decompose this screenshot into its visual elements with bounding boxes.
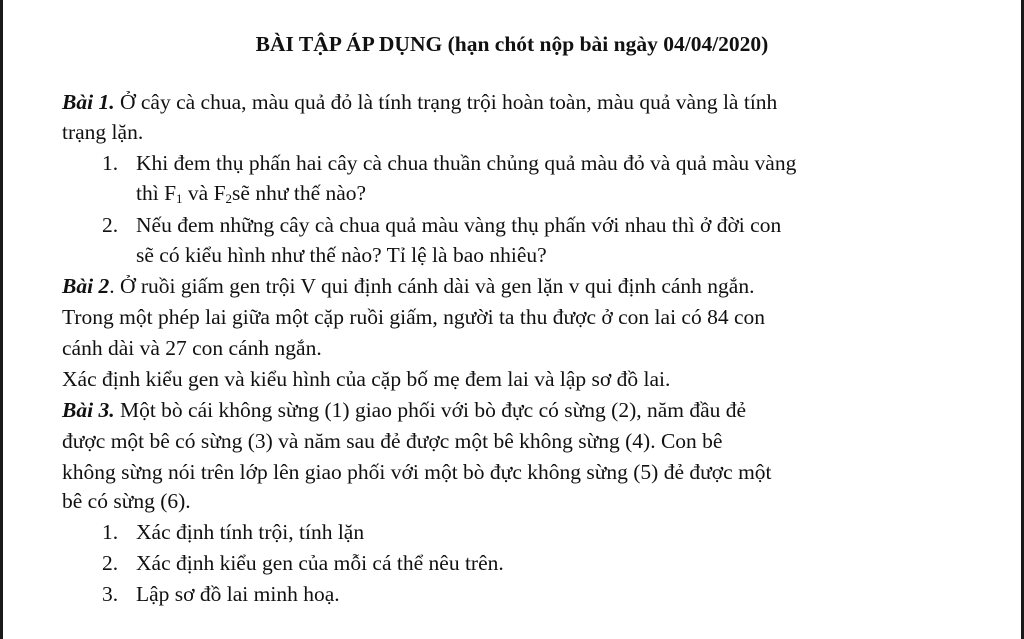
bai1-q2-line-2: sẽ có kiểu hình như thế nào? Tỉ lệ là bao nhiêu? (136, 243, 547, 267)
bai2-text-1: . Ở ruồi giấm gen trội V qui định cánh dài và gen lặn v qui định cánh ngắn. (109, 274, 755, 298)
bai1-q1-text-c: sẽ như thế nào? (232, 181, 367, 205)
bai1-intro-line-2: trạng lặn. (62, 120, 144, 144)
bai3-item-3-text: Lập sơ đồ lai minh hoạ. (136, 582, 340, 606)
subscript-2: 2 (225, 191, 233, 206)
bai1-q1-line-1: Khi đem thụ phấn hai cây cà chua thuần chủng quả màu đỏ và quả màu vàng (136, 151, 797, 175)
bai3-line-1 (62, 395, 746, 425)
bai1-intro-line-1 (62, 87, 777, 117)
bai3-item-2-number: 2. (102, 551, 119, 575)
bai1-q2-line-1: Nếu đem những cây cà chua quả màu vàng thụ phấn với nhau thì ở đời con (136, 213, 782, 237)
bai2-line-3: cánh dài và 27 con cánh ngắn. (62, 336, 322, 360)
document-title: BÀI TẬP ÁP DỤNG (hạn chót nộp bài ngày 04/04/2020) (255, 32, 769, 56)
bai3-item-2-text: Xác định kiểu gen của mỗi cá thể nêu trên. (136, 551, 504, 575)
subscript-1: 1 (176, 191, 183, 206)
bai2-label: Bài 2 (62, 274, 110, 298)
bai2-line-1 (62, 271, 754, 301)
page-left-edge (0, 0, 3, 639)
bai1-q2-number: 2. (102, 213, 119, 237)
bai3-item-3-number: 3. (102, 582, 119, 606)
bai1-q1-text-a: thì F (136, 181, 177, 205)
bai3-item-1-number: 1. (102, 520, 119, 544)
bai3-line-4: bê có sừng (6). (62, 489, 191, 513)
bai1-q1-number: 1. (102, 151, 119, 175)
bai1-q1-text-b: và F (182, 181, 226, 205)
bai1-intro-text-1: Ở cây cà chua, màu quả đỏ là tính trạng trội hoàn toàn, màu quả vàng là tính (114, 90, 778, 114)
bai1-label: Bài 1. (62, 90, 115, 114)
bai3-line-2: được một bê có sừng (3) và năm sau đẻ được một bê không sừng (4). Con bê (62, 429, 723, 453)
bai3-text-1: Một bò cái không sừng (1) giao phối với bò đực có sừng (2), năm đầu đẻ (114, 398, 747, 422)
bai2-line-2: Trong một phép lai giữa một cặp ruồi giấm, người ta thu được ở con lai có 84 con (62, 305, 766, 329)
bai3-line-3: không sừng nói trên lớp lên giao phối với một bò đực không sừng (5) đẻ được một (62, 460, 772, 484)
bai2-line-4: Xác định kiểu gen và kiểu hình của cặp bố mẹ đem lai và lập sơ đồ lai. (62, 367, 671, 391)
bai3-item-1-text: Xác định tính trội, tính lặn (136, 520, 365, 544)
bai1-q1-line-2 (136, 178, 366, 208)
bai3-label: Bài 3. (62, 398, 115, 422)
